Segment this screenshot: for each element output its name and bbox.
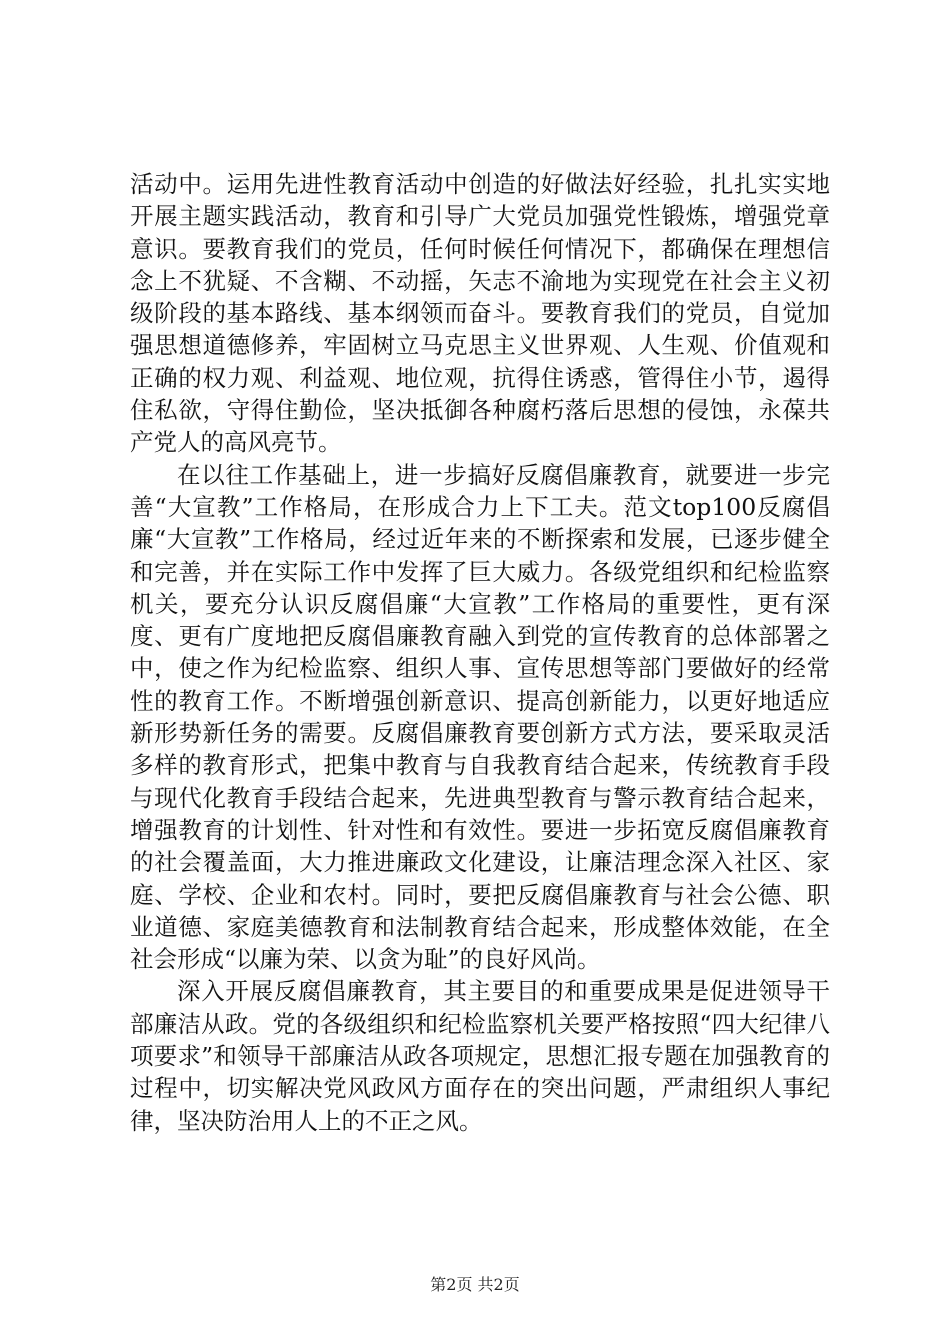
paragraph-2: 在以往工作基础上，进一步搞好反腐倡廉教育，就要进一步完善“大宣教”工作格局，在形成合力上下工夫。范文top100反腐倡廉“大宣教”工作格局，经过近年来的不断探索和发展，已逐步健全和完善，并在实际工作中发挥了巨大威力。各级党组织和纪检监察机关，要充分认识反腐倡廉“大宣教”工作格局的重要性，更有深度、更有广度地把反腐倡廉教育融入到党的宣传教育的总体部署之中，使之作为纪检监察、组织人事、宣传思想等部门要做好的经常性的教育工作。不断增强创新意识、提高创新能力，以更好地适应新形势新任务的需要。反腐倡廉教育要创新方式方法，要采取灵活多样的教育形式，把集中教育与自我教育结合起来，传统教育手段与现代化教育手段结合起来，先进典型教育与警示教育结合起来，增强教育的计划性、针对性和有效性。要进一步拓宽反腐倡廉教育的社会覆盖面，大力推进廉政文化建设，让廉洁理念深入社区、家庭、学校、企业和农村。同时，要把反腐倡廉教育与社会公德、职业道德、家庭美德教育和法制教育结合起来，形成整体效能，在全社会形成“以廉为荣、以贪为耻”的良好风尚。 xyxy=(130,460,830,974)
page-number-footer: 第2页 共2页 xyxy=(430,1275,520,1294)
document-body xyxy=(130,168,830,1137)
paragraph-3: 深入开展反腐倡廉教育，其主要目的和重要成果是促进领导干部廉洁从政。党的各级组织和纪检监察机关要严格按照“四大纪律八项要求”和领导干部廉洁从政各项规定，思想汇报专题在加强教育的过程中，切实解决党风政风方面存在的突出问题，严肃组织人事纪律，坚决防治用人上的不正之风。 xyxy=(130,977,830,1135)
paragraph-1: 活动中。运用先进性教育活动中创造的好做法好经验，扎扎实实地开展主题实践活动，教育和引导广大党员加强党性锻炼，增强党章意识。要教育我们的党员，任何时候任何情况下，都确保在理想信念上不犹疑、不含糊、不动摇，矢志不渝地为实现党在社会主义初级阶段的基本路线、基本纲领而奋斗。要教育我们的党员，自觉加强思想道德修养，牢固树立马克思主义世界观、人生观、价值观和正确的权力观、利益观、地位观，抗得住诱惑，管得住小节，遏得住私欲，守得住勤俭，坚决抵御各种腐朽落后思想的侵蚀，永葆共产党人的高风亮节。 xyxy=(130,170,830,457)
